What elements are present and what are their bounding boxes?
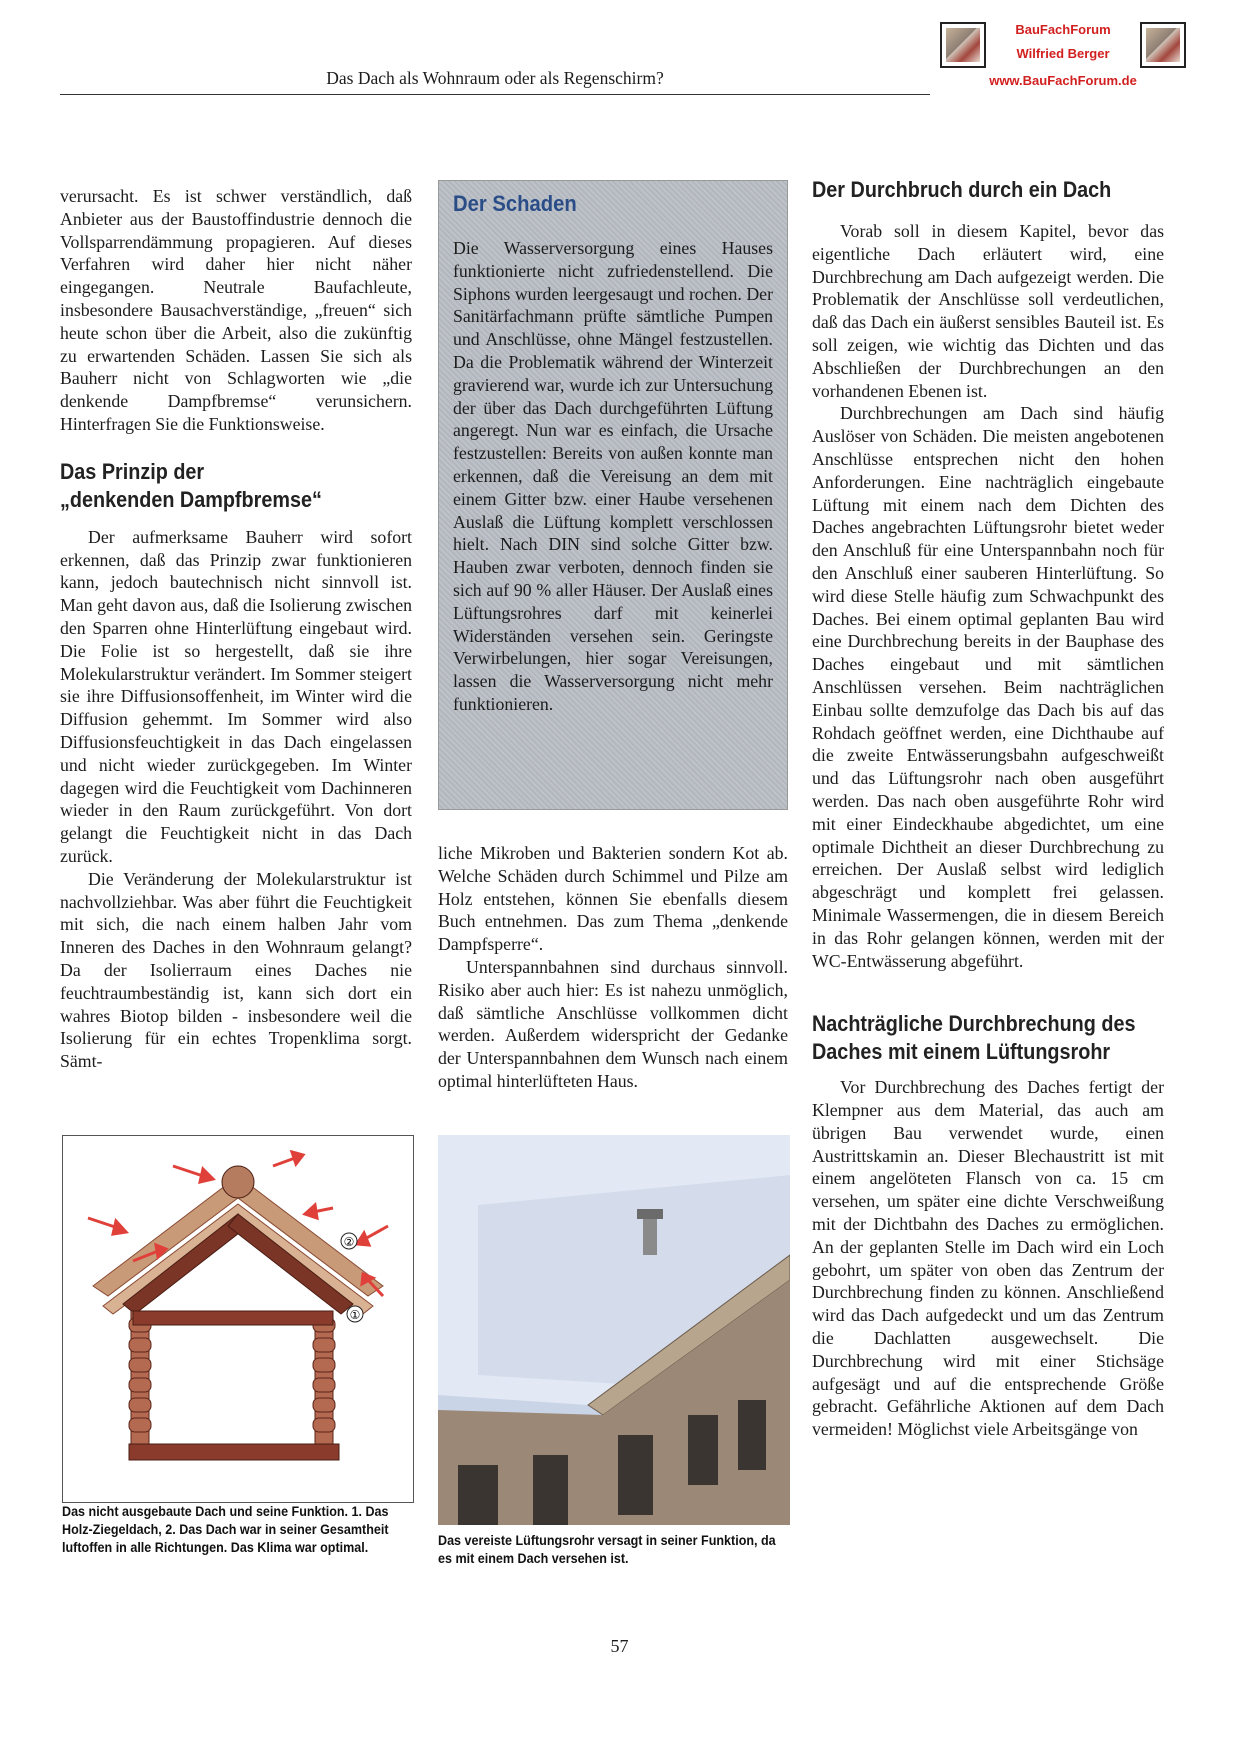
paragraph: liche Mikroben und Bakterien sondern Kot ab. Welche Schäden durch Schimmel und Pilze am Holz entstehen, können Sie ebenfalls diesem Buch entnehmen. Das zum Thema „denkende Dampfsperre“. [438,843,788,955]
column-right [812,176,1164,1441]
column-middle [438,842,788,1093]
paragraph: Die Veränderung der Molekularstruktur ist nachvollziehbar. Was aber führt die Feuchtigkeit mit sich, die nach einem halben Jahr vom Inneren des Daches in den Wohnraum gelangt? Da der Isolierraum eines Daches nie feuchtraumbeständig ist, kann sich dort ein wahres Biotop bilden - insbesondere weil die Isolierung für ein echtes Tropenklima sorgt. Sämt- [60,868,412,1072]
column-left [60,185,412,1073]
figure1-caption: Das nicht ausgebaute Dach und seine Funktion. 1. Das Holz-Ziegeldach, 2. Das Dach war in seiner Gesamtheit luftoffen in alle Richtungen. Das Klima war optimal. [62,1504,389,1555]
vent-pipe [643,1215,657,1255]
roof-illustration [63,1136,413,1502]
damage-box [438,180,788,810]
badge-url[interactable]: www.BauFachForum.de [989,73,1137,88]
paragraph: Der aufmerksame Bauherr wird sofort erkennen, daß das Prinzip zwar funktionieren kann, jedoch bautechnisch nicht sinnvoll ist. Man geht davon aus, daß die Isolierung zwischen den Sparren ohne Hinterlüftung eingebaut wird. Die Folie ist so hergestellt, daß sie ihre Molekularstruktur verändert. Im Sommer steigert sie ihre Diffusionsoffenheit, im Winter wird die Diffusion gehemmt. Im Sommer wird also Diffusionsfeuchtigkeit in das Dach eingelassen und nicht wieder zurückgegeben. Im Winter dagegen wird die Feuchtigkeit vom Dachinneren wieder in den Raum zurückgeführt. Von dort gelangt die Feuchtigkeit nicht in das Dach zurück. [60,526,412,866]
paragraph: Durchbrechungen am Dach sind häufig Auslöser von Schäden. Die meisten angebotenen Anschlüsse entsprechen nicht den hohen Anforderungen. Eine nachträglich eingebaute Lüftung mit einem nach dem Dichten des Daches angebrachten Lüftungsrohr bietet weder den Anschluß für eine Unterspannbahn noch für den Anschluß einer sauberen Hinterlüftung. So wird diese Stelle häufig zum Schwachpunkt des Daches. Bei einem optimal geplanten Bau wird eine Durchbrechung bereits in der Bauphase des Daches eingebaut und mit sämtlichen Anschlüssen versehen. Beim nachträglichen Einbau sollte demzufolge das Dach bis auf das Rohdach geöffnet werden, eine Dichthaube auf die zweite Entwässerungsbahn aufgeschweißt und das Lüftungsrohr nach oben ausgeführt werden. Das nach oben ausgeführte Rohr wird mit einer Eindeckhaube abgedichtet, um eine optimale Dichtheit an dieser Durchbrechung zu erreichen. Der Auslaß selbst wird lediglich abgeschrägt und komplett frei gelassen. Minimale Wassermengen, die in diesem Bereich in das Rohr gelangen können, werden mit der WC-Entwässerung abgeführt. [812,403,1164,971]
heading-line: Das Prinzip der [60,458,205,484]
badge-name: BauFachForum [1015,22,1111,37]
figure2-caption: Das vereiste Lüftungsrohr versagt in seiner Funktion, da es mit einem Dach versehen ist. [438,1533,776,1566]
section-heading-dampfbremse [60,458,411,514]
heading-line: Daches mit einem Lüftungsrohr [812,1039,1111,1065]
box-text: Die Wasserversorgung eines Hauses funktionierte nicht zufriedenstellend. Die Siphons wurden leergesaugt und rochen. Der Sanitärfachmann prüfte sämtliche Pumpen und Anschlüsse, ohne Mängel festzustellen. Da die Problematik während der Winterzeit gravierend war, wurde ich zur Untersuchung der über das Dach durchgeführten Lüftung angeregt. Nun war es einfach, die Ursache festzustellen: Bereits von außen konnte man erkennen, daß die Vereisung an dem mit einem Gitter bzw. einer Haube versehenen Auslaß die Lüftung komplett verschlossen hielt. Nach DIN sind solche Gitter bzw. Hauben zwar verboten, dennoch finden sie sich auf 90 % aller Häuser. Der Auslaß eines Lüftungsrohres darf mit keinerlei Widerständen versehen sein. Geringste Verwirbelungen, hier sogar Vereisungen, lassen die Wasserversorgung nicht mehr funktionieren. [453,238,773,714]
header-rule [60,94,930,95]
floor-beam [129,1444,339,1460]
paragraph-intro: verursacht. Es ist schwer verständlich, daß Anbieter aus der Baustoffindustrie dennoch die Vollsparrendämmung propagieren. Auf dieses Verfahren wird daher hier nicht näher eingegangen. Neutrale Baufachleute, insbesondere Bausachverständige, „freuen“ sich heute schon über die Arbeit, also die zukünftig zu erwartenden Schäden. Lassen Sie sich als Bauherr nicht von Schlagworten wie „die denkende Dampfbremse“ verunsichern. Hinterfragen Sie die Funktionsweise. [60,186,412,434]
log-walls [129,1311,335,1451]
iced-roof-photo [438,1135,790,1525]
figure-iced-vent-photo [438,1135,790,1525]
badge-author: Wilfried Berger [1016,46,1110,61]
heading-line: Nachträgliche Durchbrechung des [812,1011,1136,1037]
publisher-badge [938,18,1188,94]
page-number: 57 [610,1636,629,1656]
paragraph: Vor Durchbrechung des Daches fertigt der Klempner aus dem Material, das auch am übrigen Bau verwendet wurde, einen Austrittskamin an. Dieser Blechaustritt ist mit einem angelöteten Flansch von ca. 15 cm versehen, um später eine dichte Verschweißung mit der Dichtbahn des Daches zu ermöglichen. An der geplanten Stelle im Dach wird ein Loch gebohrt, um später von oben das Zentrum der Durchbrechung finden zu können. Anschließend wird das Dach aufgedeckt und um das Zentrum die Dachlatten ausgewechselt. Die Durchbrechung wird mit einer Stichsäge aufgesägt und auf die entsprechende Größe gebracht. Gefährliche Aktionen auf dem Dach vermeiden! Möglichst viele Arbeitsgänge von [812,1077,1164,1440]
figure-roof-drawing [62,1135,414,1503]
section-heading-durchbruch: Der Durchbruch durch ein Dach [812,177,1112,202]
paragraph: Vorab soll in diesem Kapitel, bevor das eigentliche Dach erläutert wird, eine Durchbrechung am Dach aufgezeigt werden. Die Problematik der Anschlüsse soll verdeutlichen, daß das Dach ein äußerst sensibles Bauteil ist. Es soll zeigen, wie wichtig das Dichten und das Abschließen der Durchbrechungen an den vorhandenen Ebenen ist. [812,221,1164,401]
box-title: Der Schaden [453,191,577,216]
paragraph: Unterspannbahnen sind durchaus sinnvoll. Risiko aber auch hier: Es ist nahezu unmöglich, daß sämtliche Anschlüsse vollkommen dicht werden. Außerdem widerspricht der Gedanke der Unterspannbahnen dem Wunsch nach einem optimal hinterlüfteten Haus. [438,956,788,1091]
running-header: Das Dach als Wohnraum oder als Regenschirm? [326,68,664,88]
heading-line: „denkenden Dampfbremse“ [60,486,322,512]
tie-beam [133,1311,333,1325]
vent-hood [637,1209,663,1219]
marker-2-label: ② [343,1235,355,1249]
marker-1-label: ① [349,1308,361,1322]
section-heading-nachtraeglich [812,1010,1172,1066]
